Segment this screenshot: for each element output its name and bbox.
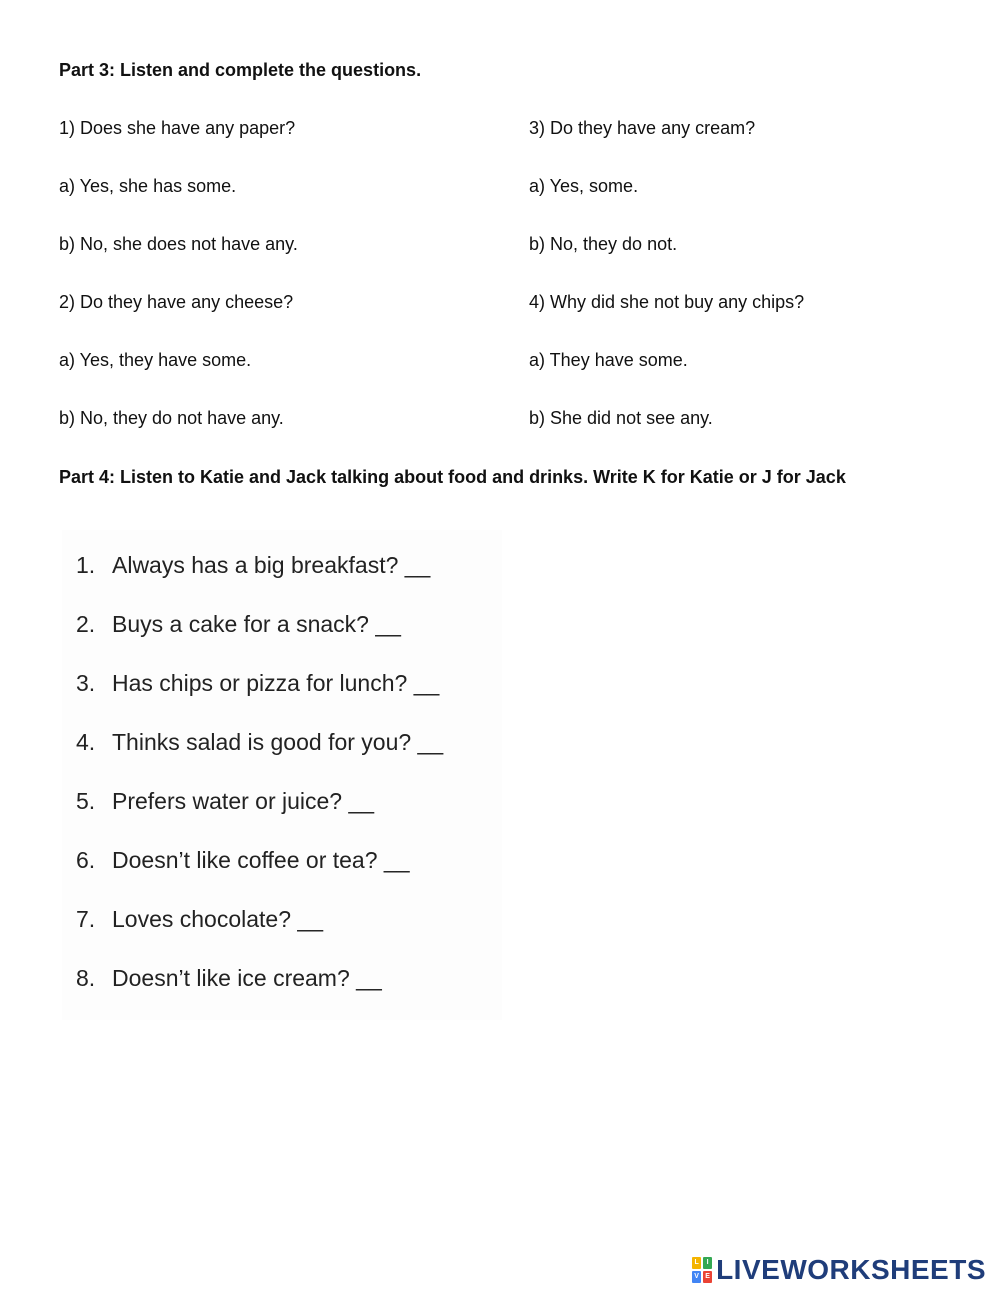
question-2: 2) Do they have any cheese? <box>59 292 294 312</box>
list-item-number: 5. <box>76 788 96 814</box>
logo-text: LIVEWORKSHEETS <box>716 1254 986 1285</box>
list-item-number: 7. <box>76 906 96 932</box>
list-item-number: 2. <box>76 611 96 637</box>
question-4-option-a[interactable]: a) They have some. <box>529 350 688 370</box>
question-4-option-b[interactable]: b) She did not see any. <box>529 408 713 428</box>
list-item-number: 4. <box>76 729 96 755</box>
list-item-4 <box>76 729 443 756</box>
list-item-7 <box>76 906 323 933</box>
list-item-number: 6. <box>76 847 96 873</box>
list-item-1 <box>76 552 430 579</box>
list-item-text: Thinks salad is good for you? __ <box>112 729 444 755</box>
list-item-5 <box>76 788 374 815</box>
question-1: 1) Does she have any paper? <box>59 118 296 138</box>
liveworksheets-logo <box>692 1254 986 1286</box>
question-2-option-a[interactable]: a) Yes, they have some. <box>59 350 252 370</box>
logo-tile-v: V <box>692 1271 701 1283</box>
list-item-text: Prefers water or juice? __ <box>112 788 375 814</box>
list-item-8 <box>76 965 382 992</box>
list-item-6 <box>76 847 409 874</box>
logo-tile-i: I <box>703 1257 712 1269</box>
part3-heading: Part 3: Listen and complete the questions. <box>59 60 422 80</box>
part4-heading: Part 4: Listen to Katie and Jack talking about food and drinks. Write K for Katie or J for Jack <box>59 467 846 487</box>
logo-grid-icon <box>692 1257 712 1283</box>
question-3-option-a[interactable]: a) Yes, some. <box>529 176 639 196</box>
list-item-text: Doesn’t like ice cream? __ <box>112 965 382 991</box>
question-1-option-b[interactable]: b) No, she does not have any. <box>59 234 298 254</box>
part4-list <box>62 530 502 1020</box>
list-item-3 <box>76 670 439 697</box>
list-item-text: Loves chocolate? __ <box>112 906 323 932</box>
question-2-option-b[interactable]: b) No, they do not have any. <box>59 408 284 428</box>
list-item-text: Doesn’t like coffee or tea? __ <box>112 847 410 873</box>
list-item-text: Buys a cake for a snack? __ <box>112 611 401 637</box>
question-1-option-a[interactable]: a) Yes, she has some. <box>59 176 237 196</box>
logo-tile-l: L <box>692 1257 701 1269</box>
logo-tile-e: E <box>703 1271 712 1283</box>
list-item-number: 3. <box>76 670 96 696</box>
list-item-number: 1. <box>76 552 96 578</box>
list-item-2 <box>76 611 401 638</box>
question-3: 3) Do they have any cream? <box>529 118 756 138</box>
list-item-text: Always has a big breakfast? __ <box>112 552 431 578</box>
list-item-text: Has chips or pizza for lunch? __ <box>112 670 440 696</box>
question-4: 4) Why did she not buy any chips? <box>529 292 805 312</box>
question-3-option-b[interactable]: b) No, they do not. <box>529 234 678 254</box>
list-item-number: 8. <box>76 965 96 991</box>
